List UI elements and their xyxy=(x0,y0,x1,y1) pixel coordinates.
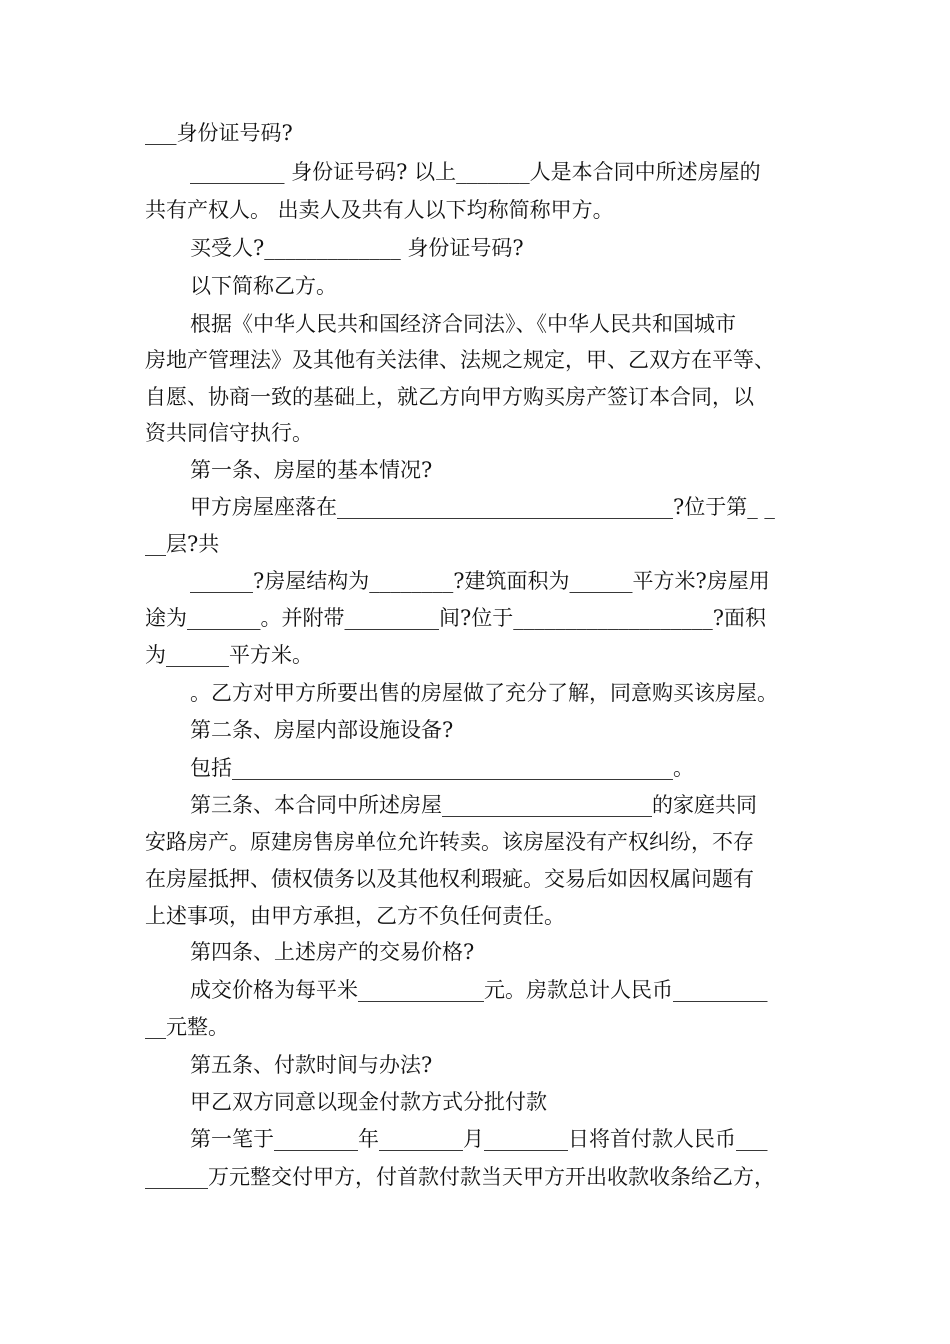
text-line-6: 根据《中华人民共和国经济合同法》、《中华人民共和国城市 xyxy=(190,312,736,336)
text-line-4: 买受人?_____________ 身份证号码? xyxy=(190,236,524,260)
text-line-24: 成交价格为每平米____________元。房款总计人民币_________ xyxy=(190,978,768,1002)
text-line-14: 途为_______。并附带_________间?位于___________________?面积 xyxy=(145,606,767,630)
text-line-8: 自愿、协商一致的基础上，就乙方向甲方购买房产签订本合同，以 xyxy=(145,385,754,409)
text-line-9: 资共同信守执行。 xyxy=(145,421,313,445)
text-line-10: 第一条、房屋的基本情况? xyxy=(190,458,433,482)
text-line-1: ___身份证号码? xyxy=(145,121,293,145)
text-line-21: 在房屋抵押、债权债务以及其他权利瑕疵。交易后如因权属问题有 xyxy=(145,867,754,891)
text-line-29: ______万元整交付甲方，付首款付款当天甲方开出收款收条给乙方， xyxy=(145,1165,775,1189)
text-line-22: 上述事项，由甲方承担，乙方不负任何责任。 xyxy=(145,904,565,928)
text-line-20: 安路房产。原建房售房单位允许转卖。该房屋没有产权纠纷，不存 xyxy=(145,830,754,854)
text-line-12: __层?共 xyxy=(145,532,220,556)
text-line-7: 房地产管理法》及其他有关法律、法规之规定，甲、乙双方在平等、 xyxy=(145,348,775,372)
text-line-15: 为______平方米。 xyxy=(145,643,313,667)
text-line-16: 。乙方对甲方所要出售的房屋做了充分了解，同意购买该房屋。 xyxy=(190,681,778,705)
text-line-11: 甲方房屋座落在________________________________?位于第_ _ xyxy=(190,495,775,519)
text-line-27: 甲乙双方同意以现金付款方式分批付款 xyxy=(190,1090,547,1114)
text-line-2: _________ 身份证号码? 以上_______人是本合同中所述房屋的 xyxy=(190,160,761,184)
text-line-18: 包括__________________________________________。 xyxy=(190,756,694,780)
text-line-26: 第五条、付款时间与办法? xyxy=(190,1053,433,1077)
text-line-28: 第一笔于________年________月________日将首付款人民币___ xyxy=(190,1127,768,1151)
text-line-13: ______?房屋结构为________?建筑面积为______平方米?房屋用 xyxy=(190,569,770,593)
text-line-25: __元整。 xyxy=(145,1015,229,1039)
text-line-3: 共有产权人。 出卖人及共有人以下均称简称甲方。 xyxy=(145,198,614,222)
text-line-17: 第二条、房屋内部设施设备? xyxy=(190,718,454,742)
text-line-5: 以下简称乙方。 xyxy=(190,274,337,298)
text-line-19: 第三条、本合同中所述房屋____________________的家庭共同 xyxy=(190,793,757,817)
text-line-23: 第四条、上述房产的交易价格? xyxy=(190,940,475,964)
